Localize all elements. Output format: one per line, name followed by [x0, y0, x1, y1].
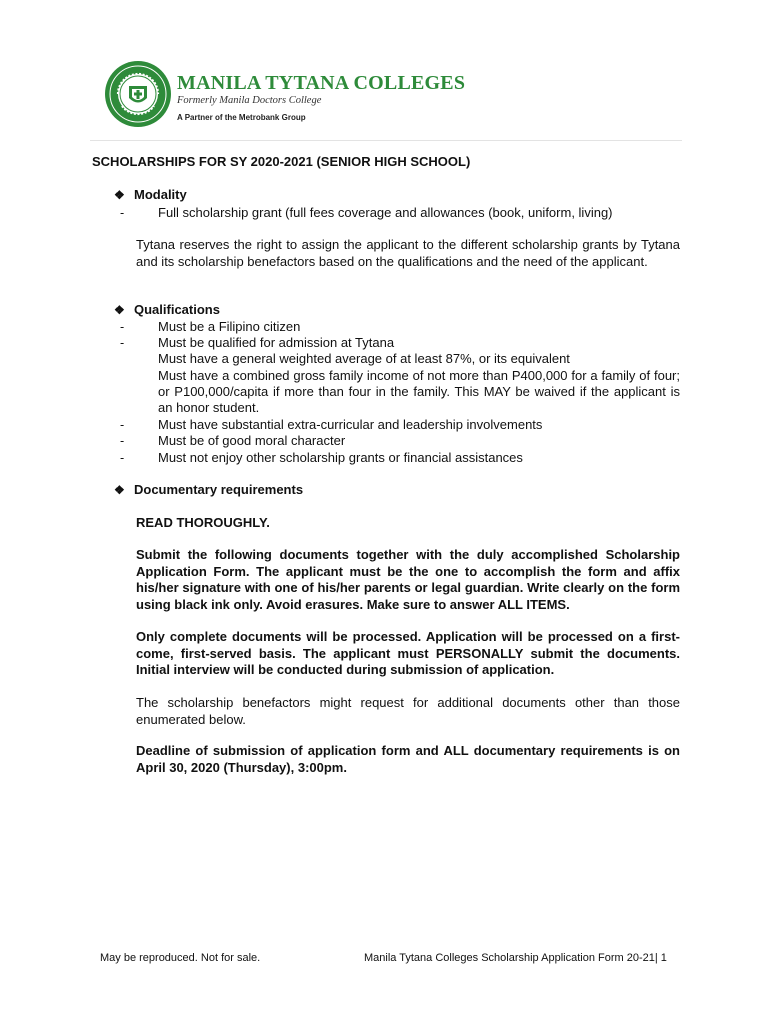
bullet-dash: -: [120, 336, 125, 350]
footer-page-label: Manila Tytana Colleges Scholarship Application Form 20-21| 1: [364, 952, 667, 964]
former-name: Formerly Manila Doctors College: [177, 95, 322, 106]
footer-disclaimer: May be reproduced. Not for sale.: [100, 952, 261, 964]
school-name: MANILA TYTANA COLLEGES: [177, 72, 466, 94]
deadline-note: Deadline of submission of application form and ALL documentary requirements is on April 30, 2020 (Thursday), 3:00pm.: [136, 743, 680, 775]
read-thoroughly: READ THOROUGHLY.: [136, 515, 270, 530]
bullet-dash: -: [120, 418, 125, 432]
modality-note: Tytana reserves the right to assign the applicant to the different scholarship grants by Tytana and its scholarship benefactors based on the qualifications and the need of the applicant.: [136, 237, 680, 269]
diamond-bullet-icon: ❖: [114, 483, 125, 497]
additional-docs-note: The scholarship benefactors might request for additional documents other than those enumerated below.: [136, 695, 680, 727]
bullet-dash: -: [120, 434, 125, 448]
bullet-dash: -: [120, 320, 125, 334]
processing-note: Only complete documents will be processed. Application will be processed on a first-come, first-served basis. The applicant must PERSONALLY submit the documents. Initial interview will be conducted during submission of application.: [136, 629, 680, 677]
bullet-dash: -: [120, 206, 125, 220]
modality-heading: ❖ Modality: [114, 187, 187, 202]
modality-item: Full scholarship grant (full fees coverage and allowances (book, uniform, living): [158, 205, 613, 220]
diamond-bullet-icon: ❖: [114, 188, 125, 202]
page-title: SCHOLARSHIPS FOR SY 2020-2021 (SENIOR HIGH SCHOOL): [92, 154, 471, 169]
diamond-bullet-icon: ❖: [114, 303, 125, 317]
qualification-item: Must have substantial extra-curricular and leadership involvements: [158, 417, 543, 432]
bullet-dash: -: [120, 451, 125, 465]
header-divider: [90, 140, 682, 141]
documentary-heading: ❖ Documentary requirements: [114, 482, 304, 497]
qualification-item: Must be qualified for admission at Tytana Must have a general weighted average of at least 87%, or its equivalent Must have a combined gross family income of not more than P400,000 for a family of four; or P100,000/capita if more than four in the family. This MAY be waived if the applicant is an honor student.: [158, 335, 680, 416]
qualification-item: Must be a Filipino citizen: [158, 319, 301, 334]
qualification-item: Must not enjoy other scholarship grants or financial assistances: [158, 450, 523, 465]
submission-instructions: Submit the following documents together with the duly accomplished Scholarship Application Form. The applicant must be the one to accomplish the form and affix his/her signature with one of his/her parents or legal guardian. Write clearly on the form using black ink only. Avoid erasures. Make sure to answer ALL ITEMS.: [136, 547, 680, 612]
qualification-item: Must be of good moral character: [158, 433, 346, 448]
college-seal-icon: [104, 60, 172, 128]
qualifications-heading: ❖ Qualifications: [114, 302, 220, 317]
partner-line: A Partner of the Metrobank Group: [177, 113, 306, 122]
